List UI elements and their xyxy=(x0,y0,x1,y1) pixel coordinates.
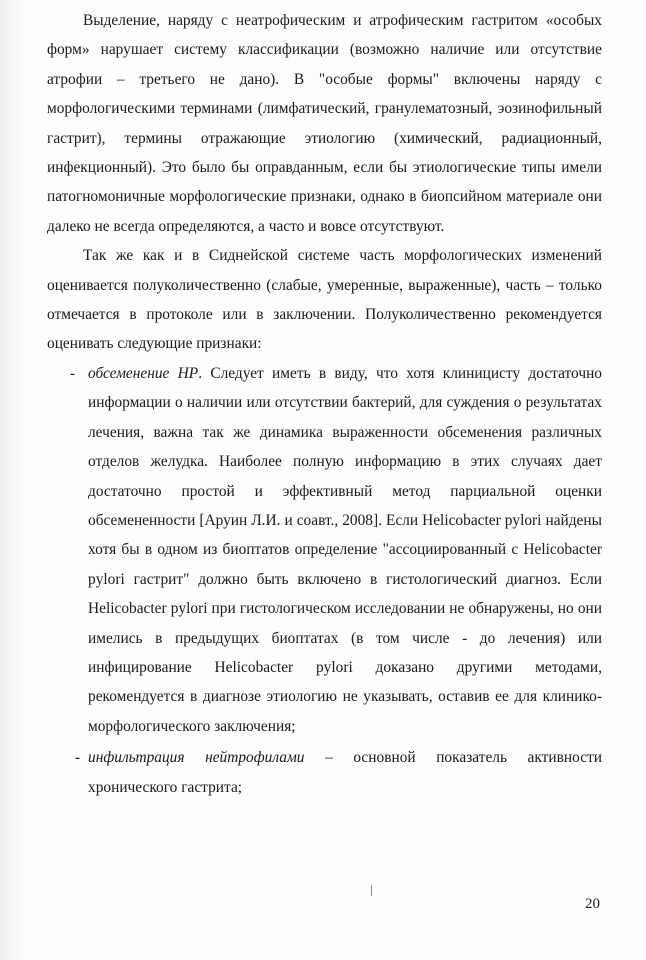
criteria-list xyxy=(47,359,602,802)
list-item-text: . Следует иметь в виду, что хотя клиницисту достаточно информации о наличии или отсутствии бактерий, для суждения о результатах лечения, важна так же динамика выраженности обсеменения различных отделов желудка. Наиболее полную информацию в этих случаях дает достаточно простой и эффективный метод парциальной оценки обсемененности [Аруин Л.И. и соавт., 2008]. Если Helicobacter pylori найдены хотя бы в одном из биоптатов определение "ассоциированный с Helicobacter pylori гастрит" должно быть включено в гистологический диагноз. Если Helicobacter pylori при гистологическом исследовании не обнаружены, но они имелись в предыдущих биоптатах (в том числе - до лечения) или инфицирование Helicobacter pylori доказано другими методами, рекомендуется в диагнозе этиологию не указывать, оставив ее для клинико-морфологического заключения; xyxy=(88,364,602,735)
list-item-neutrophil-infiltration xyxy=(47,743,602,802)
page-number: 20 xyxy=(585,896,600,912)
list-item-term: обсеменение HP xyxy=(88,364,199,382)
paragraph-semiquantitative: Так же как и в Сиднейской системе часть морфологических изменений оценивается полуколичественно (слабые, умеренные, выраженные), часть – только отмечается в протоколе или в заключении. Полуколичественно рекомендуется оценивать следующие признаки: xyxy=(47,247,602,353)
scan-shadow-edge xyxy=(0,0,26,960)
list-dash: - xyxy=(70,364,76,382)
body-text xyxy=(47,6,602,802)
list-item-text: – основной показатель активности хронического гастрита; xyxy=(88,749,602,796)
list-item-hp-contamination xyxy=(47,359,602,741)
list-item-term: инфильтрация нейтрофилами xyxy=(88,749,305,767)
list-dash: - xyxy=(75,749,81,767)
paragraph-special-forms: Выделение, наряду с неатрофическим и атрофическим гастритом «особых форм» нарушает систему классификации (возможно наличие или отсутствие атрофии – третьего не дано). В "особые формы" включены наряду с морфологическими терминами (лимфатический, гранулематозный, эозинофильный гастрит), термины отражающие этиологию (химический, радиационный, инфекционный). Это было бы оправданным, если бы этиологические типы имели патогномоничные морфологические признаки, однако в биопсийном материале они далеко не всегда определяются, а часто и вовсе отсутствуют. xyxy=(47,12,602,235)
scan-mark xyxy=(371,885,372,896)
